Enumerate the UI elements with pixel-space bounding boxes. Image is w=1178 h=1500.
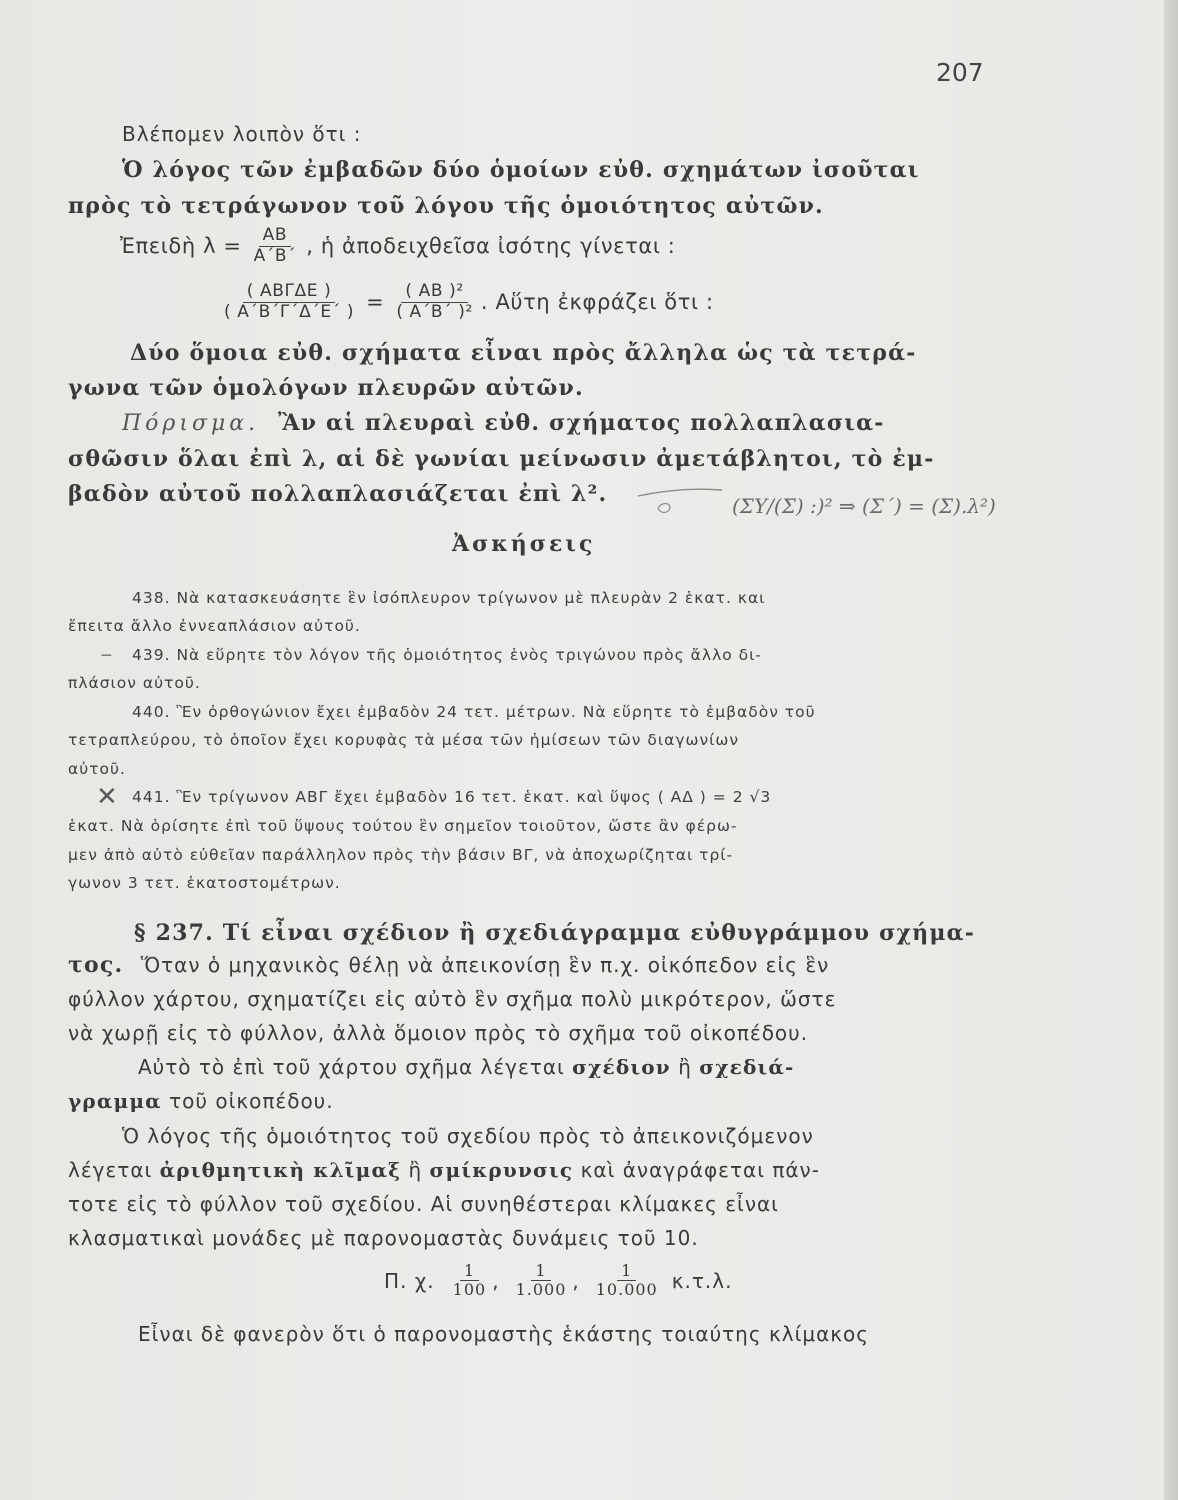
paragraph-3-line-2 xyxy=(68,1158,820,1182)
p3-text-b: λέγεται xyxy=(68,1158,153,1182)
scale-fraction-2 xyxy=(512,1262,571,1300)
final-line: Εἶναι δὲ φανερὸν ὅτι ὁ παρονομαστὴς ἑκάστης τοιαύτης κλίμακος xyxy=(138,1322,870,1346)
formula-lambda-suffix: , ἡ ἀποδειχθεῖσα ἰσότης γίνεται : xyxy=(306,234,676,259)
exercise-441-line-3: μεν ἀπὸ αὐτὸ εὐθεῖαν παράλληλον πρὸς τὴν βάσιν ΒΓ, νὰ ἀποχωρίζηται τρί- xyxy=(68,846,734,864)
intro-line: Βλέπομεν λοιπὸν ὅτι : xyxy=(122,122,362,146)
exercise-438-line-1: 438. Νὰ κατασκευάσητε ἓν ἰσόπλευρον τρίγωνον μὲ πλευρὰν 2 ἑκατ. και xyxy=(132,589,766,607)
scale-examples: Π. χ. $\frac{1}{100}$ , $\frac{1}{1.000}$ , $\frac{1}{10.000}$ κ.τ.λ. xyxy=(384,1261,733,1300)
section-line-2: φύλλον χάρτου, σχηματίζει εἰς αὐτὸ ἓν σχῆμα πολὺ μικρότερον, ὥστε xyxy=(68,987,837,1011)
term-schedion: σχέδιον xyxy=(572,1055,671,1079)
exercise-439-line-1: 439. Νὰ εὕρητε τὸν λόγον τῆς ὁμοιότητος ἑνὸς τριγώνου πρὸς ἄλλο δι- xyxy=(132,646,762,664)
exercise-440-line-2: τετραπλεύρου, τὸ ὁποῖον ἔχει κορυφὰς τὰ μέσα τῶν ἡμίσεων τῶν διαγωνίων xyxy=(68,731,740,749)
page-number: 207 xyxy=(936,58,984,87)
p2-text-f: τοῦ οἰκοπέδου. xyxy=(169,1089,334,1113)
term-schediagramma-part-1: σχεδιά- xyxy=(699,1055,795,1079)
p3-text-f: καὶ ἀναγράφεται πάν- xyxy=(580,1158,820,1182)
term-smikrynsis: σμίκρυνσις xyxy=(429,1158,574,1182)
scale-fraction-2-num: 1 xyxy=(531,1262,550,1281)
section-heading-line-1: § 237. Τί εἶναι σχέδιον ἢ σχεδιάγραμμα εὐθυγράμμου σχήμα- xyxy=(134,920,976,946)
exercise-441-line-2: ἑκατ. Νὰ ὁρίσητε ἐπὶ τοῦ ὕψους τούτου ἓν σημεῖον τοιοῦτον, ὥστε ἂν φέρω- xyxy=(68,817,738,835)
paragraph-3-line-4: κλασματικαὶ μονάδες μὲ παρονομαστὰς δυνάμεις τοῦ 10. xyxy=(68,1226,699,1250)
scale-fraction-1 xyxy=(449,1262,491,1300)
fraction-sides-num: ( ΑΒ )² xyxy=(401,282,467,303)
scale-fraction-3 xyxy=(592,1262,662,1300)
handwritten-x-mark: ✕ xyxy=(96,782,118,812)
fraction-areas-num: ( ΑΒΓΔΕ ) xyxy=(243,282,336,303)
handwritten-note: (ΣΥ/(Σ) :)² ⇒ (Σ΄) = (Σ).λ²) xyxy=(732,494,996,518)
examples-suffix: κ.τ.λ. xyxy=(671,1268,733,1293)
theorem-line-1: Ὁ λόγος τῶν ἐμβαδῶν δύο ὁμοίων εὐθ. σχημάτων ἰσοῦται xyxy=(122,157,920,183)
exercise-441-line-1: 441. Ἓν τρίγωνον ΑΒΓ ἔχει ἐμβαδὸν 16 τετ. ἑκατ. καὶ ὕψος ( ΑΔ ) = 2 √3 xyxy=(132,788,772,806)
scale-fraction-3-den: 10.000 xyxy=(595,1280,658,1300)
porisma-label: Πόρισμα. xyxy=(122,411,260,436)
scale-fraction-2-den: 1.000 xyxy=(515,1280,567,1300)
formula-areas-suffix: . Αὕτη ἐκφράζει ὅτι : xyxy=(480,290,714,315)
porisma-line-1 xyxy=(122,410,885,436)
p2-text-a: Αὐτὸ τὸ ἐπὶ τοῦ χάρτου σχῆμα λέγεται xyxy=(138,1055,565,1079)
fraction-ab-den: Α΄Β΄ xyxy=(253,245,297,266)
fraction-sides xyxy=(392,282,477,322)
formula-areas xyxy=(220,282,714,322)
fraction-areas-den: ( Α΄Β΄Γ΄Δ΄Ε΄ ) xyxy=(224,301,355,322)
section-heading-line-2: τος. xyxy=(68,952,124,978)
exercise-438-line-2: ἔπειτα ἄλλο ἐννεαπλάσιον αὐτοῦ. xyxy=(68,617,361,635)
theorem-line-2: πρὸς τὸ τετράγωνον τοῦ λόγου τῆς ὁμοιότητος αὐτῶν. xyxy=(68,193,824,219)
exercise-440-line-1: 440. Ἓν ὀρθογώνιον ἔχει ἐμβαδὸν 24 τετ. μέτρων. Νὰ εὕρητε τὸ ἐμβαδὸν τοῦ xyxy=(132,703,816,721)
equals-sign: = xyxy=(366,290,385,315)
exercises-title: Ἀσκήσεις xyxy=(452,531,596,557)
section-text-1: Ὅταν ὁ μηχανικὸς θέλῃ νὰ ἀπεικονίσῃ ἓν π.χ. οἰκόπεδον εἰς ἓν xyxy=(140,953,830,977)
term-arithmetic-scale: ἀριθμητικὴ κλῖμαξ xyxy=(159,1158,402,1182)
paragraph-2-line-1 xyxy=(138,1055,794,1079)
porisma-text-1: Ἂν αἱ πλευραὶ εὐθ. σχήματος πολλαπλασια- xyxy=(278,410,885,436)
handwritten-curve xyxy=(636,482,726,516)
scale-fraction-3-num: 1 xyxy=(617,1262,636,1281)
fraction-areas xyxy=(220,282,358,322)
statement-line-1: Δύο ὅμοια εὐθ. σχήματα εἶναι πρὸς ἄλληλα ὡς τὰ τετρά- xyxy=(130,340,917,366)
scale-fraction-1-num: 1 xyxy=(460,1262,479,1281)
exercise-441-line-4: γωνον 3 τετ. ἑκατοστομέτρων. xyxy=(68,874,341,892)
exercise-440-line-3: αὐτοῦ. xyxy=(68,760,126,778)
porisma-line-2: σθῶσιν ὅλαι ἐπὶ λ, αἱ δὲ γωνίαι μείνωσιν ἀμετάβλητοι, τὸ ἐμ- xyxy=(68,446,935,472)
formula-lambda-prefix: Ἐπειδὴ λ = xyxy=(120,234,242,259)
section-line-3: νὰ χωρῇ εἰς τὸ φύλλον, ἀλλὰ ὅμοιον πρὸς τὸ σχῆμα τοῦ οἰκοπέδου. xyxy=(68,1021,809,1045)
term-schediagramma-part-2: γραμμα xyxy=(68,1089,162,1113)
paragraph-3-line-1: Ὁ λόγος τῆς ὁμοιότητος τοῦ σχεδίου πρὸς τὸ ἀπεικονιζόμενον xyxy=(122,1124,814,1148)
formula-lambda xyxy=(120,226,675,266)
examples-prefix: Π. χ. xyxy=(384,1268,435,1293)
section-line-1 xyxy=(68,952,829,978)
handwritten-dash-mark: − xyxy=(100,646,114,664)
page-edge xyxy=(1164,0,1178,1500)
statement-line-2: γωνα τῶν ὁμολόγων πλευρῶν αὐτῶν. xyxy=(68,375,584,401)
paragraph-2-line-2 xyxy=(68,1089,334,1113)
fraction-ab xyxy=(250,226,301,266)
fraction-sides-den: ( Α΄Β΄ )² xyxy=(396,301,473,322)
porisma-line-3: βαδὸν αὐτοῦ πολλαπλασιάζεται ἐπὶ λ². xyxy=(68,481,608,507)
paragraph-3-line-3: τοτε εἰς τὸ φύλλον τοῦ σχεδίου. Αἱ συνηθέστεραι κλίμακες εἶναι xyxy=(68,1192,779,1216)
fraction-ab-num: ΑΒ xyxy=(259,226,292,247)
p3-text-d: ἢ xyxy=(408,1158,423,1182)
exercise-439-line-2: πλάσιον αὐτοῦ. xyxy=(68,674,201,692)
p2-text-c: ἢ xyxy=(678,1055,692,1079)
scale-fraction-1-den: 100 xyxy=(452,1280,487,1300)
